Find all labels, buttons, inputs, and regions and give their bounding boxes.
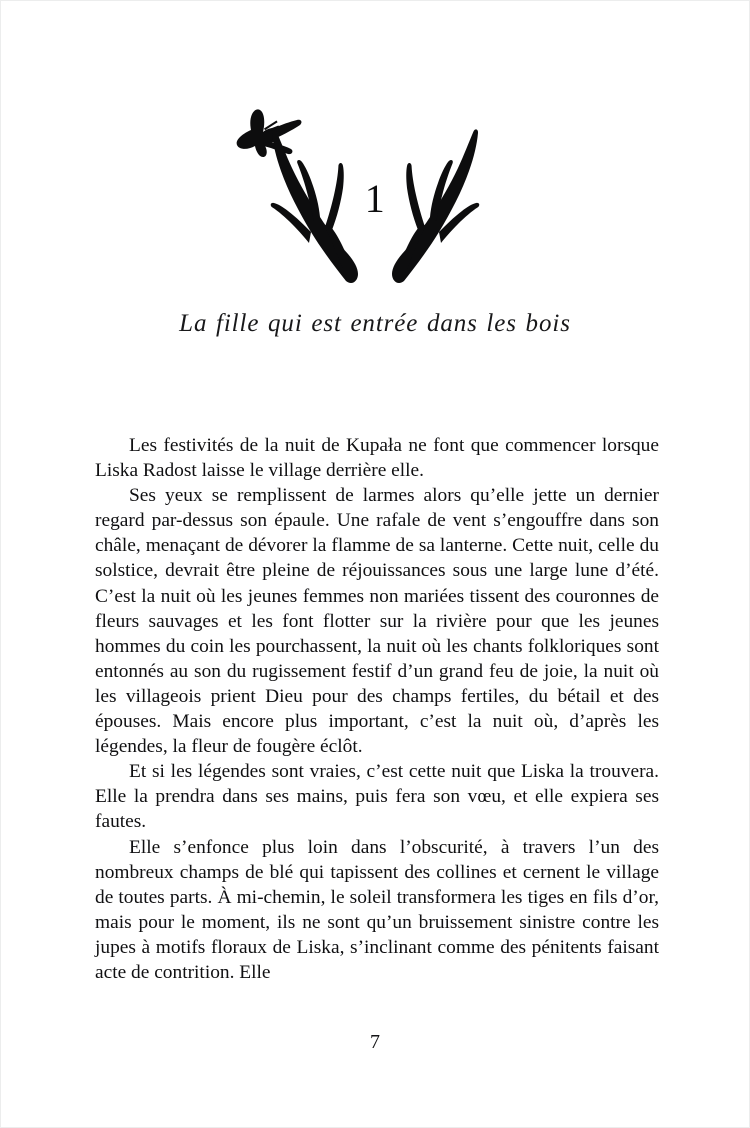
- paragraph: Ses yeux se remplissent de larmes alors qu’elle jette un dernier regard par-dessus son épaule. Une rafale de vent s’engouffre dans son châle, menaçant de dévorer la flamme de sa lanterne. Cette nuit, celle du solstice, devrait être pleine de réjouissances sous une large lune d’été. C’est la nuit où les jeunes femmes non mariées tissent des couronnes de fleurs sauvages et les font flotter sur la rivière pour que les jeunes hommes du coin les pourchassent, la nuit où les chants folkloriques sont entonnés au son du rugissement festif d’un grand feu de joie, la nuit où les villageois prient Dieu pour des champs fertiles, du bétail et des épouses. Mais encore plus important, c’est la nuit où, d’après les légendes, la fleur de fougère éclôt.: [95, 485, 659, 758]
- page-number: 7: [370, 1031, 380, 1053]
- body-text: [95, 433, 659, 985]
- paragraph: Les festivités de la nuit de Kupała ne font que commencer lorsque Liska Radost laisse le village derrière elle.: [95, 435, 659, 482]
- butterfly-icon: [237, 109, 302, 157]
- chapter-title: La fille qui est entrée dans les bois: [179, 310, 571, 337]
- chapter-heading: [1, 101, 749, 361]
- paragraph: Et si les légendes sont vraies, c’est cette nuit que Liska la trouvera. Elle la prendra dans ses mains, puis fera son vœu, et elle expiera ses fautes.: [95, 761, 659, 833]
- paragraph: Elle s’enfonce plus loin dans l’obscurité, à travers l’un des nombreux champs de blé qui tapissent des collines et cernent le village de toutes parts. À mi-chemin, le soleil transformera les tiges en fils d’or, mais pour le moment, ils ne sont qu’un bruissement sinistre contre les jupes à motifs floraux de Liska, s’inclinant comme des pénitents faisant acte de contrition. Elle: [95, 836, 659, 983]
- chapter-number: 1: [364, 176, 386, 221]
- chapter-ornament: [215, 101, 535, 316]
